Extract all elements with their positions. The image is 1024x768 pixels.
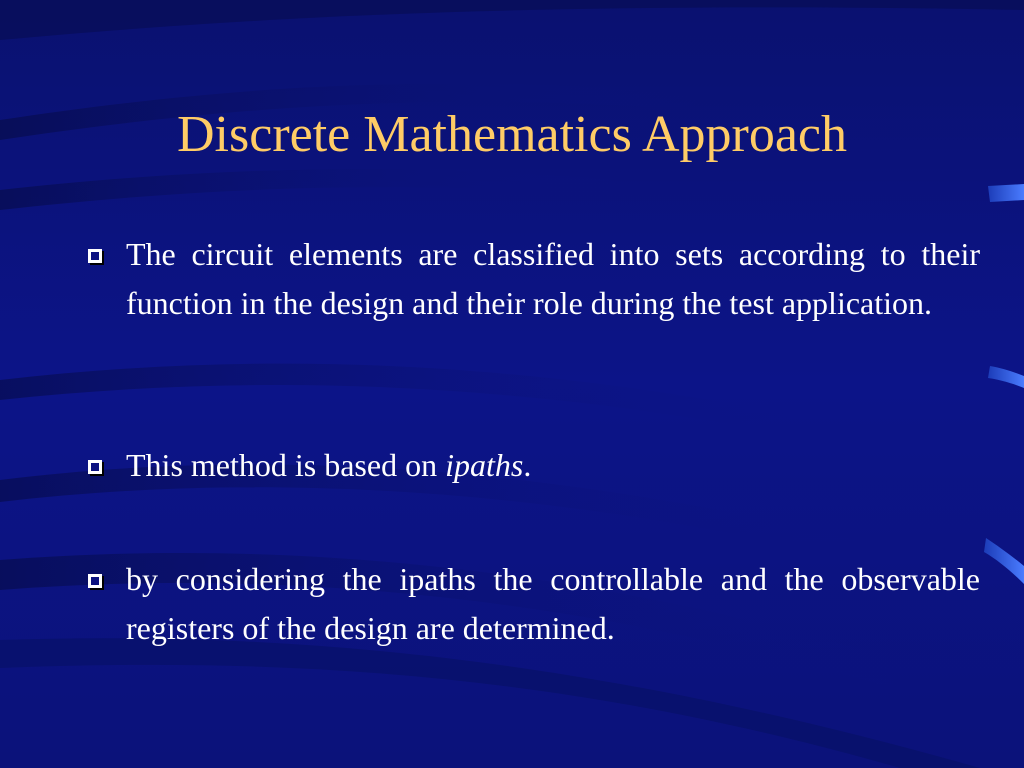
hollow-square-bullet-icon (88, 460, 102, 474)
slide-title: Discrete Mathematics Approach (177, 106, 847, 163)
bullet-text: by considering the ipaths the controllable and the observable registers of the design are determined. (126, 561, 980, 646)
bullet-text-end: . (523, 447, 532, 483)
bullet-text-start: This method is based on (126, 447, 446, 483)
hollow-square-bullet-icon (88, 574, 102, 588)
bullet-text: The circuit elements are classified into sets according to their function in the design and their role during the test application. (126, 236, 980, 321)
bullet-text-emphasis: ipaths (445, 447, 524, 483)
hollow-square-bullet-icon (88, 249, 102, 263)
bullet-text (126, 441, 980, 490)
